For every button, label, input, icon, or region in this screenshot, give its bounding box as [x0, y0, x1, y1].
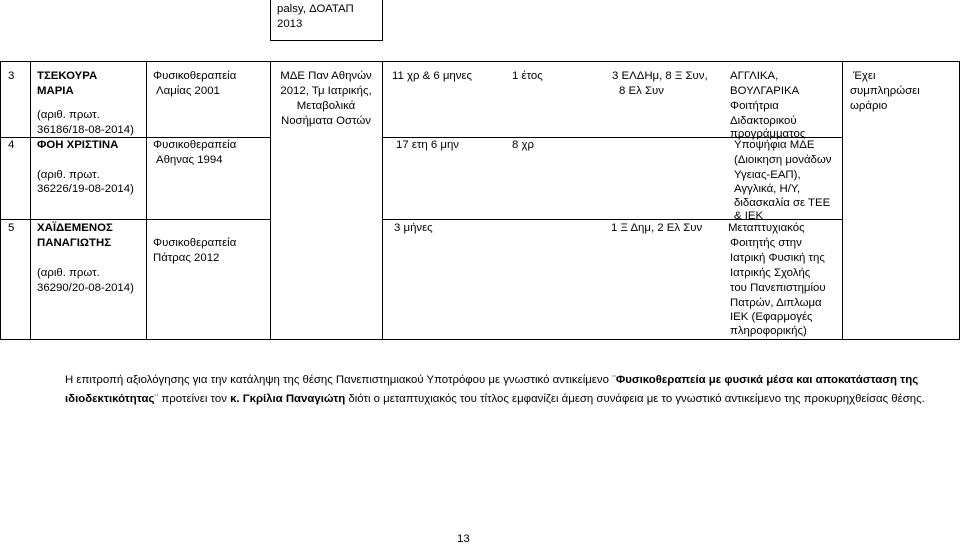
course-title: Φυσικοθεραπεία με φυσικά μέσα και αποκατάσταση της ιδιοδεκτικότητας — [65, 374, 919, 405]
page-number: 13 — [457, 533, 470, 545]
candidate-name: ΤΣΕΚΟΥΡΑ — [37, 70, 98, 82]
degree: Πάτρας 2012 — [153, 252, 220, 264]
qualification: ΙΕΚ (Εφαρμογές — [730, 311, 813, 323]
candidate-ref: (αριθ. πρωτ. — [37, 267, 100, 279]
qualification: (Διοικηση μονάδων — [734, 154, 832, 166]
qualification: & ΙΕΚ — [734, 210, 764, 222]
decision-text-3: διότι ο μεταπτυχιακός του τίτλος εμφανίζει άμεση συνάφεια με το γνωστικό αντικείμενο της προκυρηχθείσας θέσης. — [345, 393, 925, 405]
degree: Φυσικοθεραπεία — [153, 70, 237, 82]
degree: Αθηνας 1994 — [156, 154, 223, 166]
experience-c: 1 Ξ Δημ, 2 Ελ Συν — [611, 222, 703, 234]
exp-row2-bottom-border — [382, 219, 842, 220]
top-cell-line1: palsy, ΔΟΑΤΑΠ — [277, 3, 354, 15]
postgrad: 2012, Τμ Ιατρικής, — [280, 85, 372, 97]
table-bottom-border — [0, 339, 960, 340]
degree: Φυσικοθεραπεία — [153, 237, 237, 249]
qualification: πληροφορικής) — [730, 325, 807, 337]
degree: Λαμίας 2001 — [156, 85, 220, 97]
experience-c: 3 ΕΛΔΗμ, 8 Ξ Συν, — [612, 70, 708, 82]
decision-text-1: Η επιτροπή αξιολόγησης για την κατάληψη της θέσης Πανεπιστημιακού Υποτρόφου με γνωστικό αντικείμενο ¨ — [65, 374, 616, 386]
qualification: Μεταπτυχιακός — [728, 222, 805, 234]
qualification: Φοιτήτρια — [730, 100, 779, 112]
schedule-status: Έχει — [853, 70, 876, 82]
qualification: ΑΓΓΛΙΚΑ, — [730, 70, 779, 82]
candidate-ref: (αριθ. πρωτ. — [37, 169, 100, 181]
candidate-ref: 36186/18-08-2014) — [37, 124, 134, 136]
experience-b: 8 χρ — [512, 139, 534, 151]
candidate-name: ΜΑΡΙΑ — [37, 85, 74, 97]
col-border-2 — [146, 61, 147, 340]
qualification: Φοιτητής στην — [730, 237, 802, 249]
schedule-status: ωράριο — [850, 100, 888, 112]
postgrad: Νοσήματα Οστών — [281, 115, 371, 127]
postgrad: Μεταβολικά — [296, 100, 356, 112]
top-cell-left-border — [270, 0, 271, 40]
degree: Φυσικοθεραπεία — [153, 139, 237, 151]
experience-a: 11 χρ & 6 μηνες — [392, 70, 473, 82]
col-border-0 — [0, 61, 1, 340]
candidate-name: ΠΑΝΑΓΙΩΤΗΣ — [37, 237, 112, 249]
proposed-candidate: κ. Γκρίλια Παναγιώτη — [230, 393, 346, 405]
top-cell-right-border — [382, 0, 383, 40]
decision-paragraph — [65, 371, 925, 409]
experience-b: 1 έτος — [512, 70, 543, 82]
row-number: 3 — [8, 70, 15, 82]
top-cell-bottom-border — [270, 40, 383, 41]
qualification: Υποψήφια ΜΔΕ — [734, 139, 815, 151]
candidate-name: ΧΑΪΔΕΜΕΝΟΣ — [37, 222, 113, 234]
postgrad: ΜΔΕ Παν Αθηνών — [280, 70, 372, 82]
experience-a: 17 ετη 6 μην — [396, 139, 460, 151]
qualification: Ιατρική Φυσική της — [730, 252, 825, 264]
candidate-ref: 36290/20-08-2014) — [37, 282, 134, 294]
qualification: Διδακτορικού — [730, 115, 797, 127]
qualification: Ιατρικής Σχολής — [730, 267, 811, 279]
decision-text-2: ¨ προτείνει τον — [154, 393, 231, 405]
col-border-4 — [382, 61, 383, 340]
qualification: ΒΟΥΛΓΑΡΙΚΑ — [730, 85, 800, 97]
qualification: προγράμματος — [730, 128, 806, 140]
candidate-ref: 36226/19-08-2014) — [37, 183, 134, 195]
qualification: του Πανεπιστημίου — [730, 282, 826, 294]
row-number: 4 — [8, 139, 15, 151]
col-border-1 — [30, 61, 31, 340]
row-number: 5 — [8, 222, 15, 234]
experience-a: 3 μήνες — [394, 222, 433, 234]
qualification: διδασκαλία σε ΤΕΕ — [734, 197, 831, 209]
qualification: Αγγλικά, Η/Υ, — [734, 183, 801, 195]
col-border-5 — [842, 61, 843, 340]
row4-bottom-border — [0, 219, 270, 220]
top-cell-line2: 2013 — [277, 18, 303, 30]
qualification: Υγειας-ΕΑΠ), — [734, 169, 801, 181]
qualification: Πατρών, Διπλωμα — [730, 297, 822, 309]
schedule-status: συμπληρώσει — [850, 85, 920, 97]
candidate-name: ΦΟΗ ΧΡΙΣΤΙΝΑ — [37, 139, 119, 151]
candidate-ref: (αριθ. πρωτ. — [37, 109, 100, 121]
table-top-border — [0, 61, 960, 62]
experience-c: 8 Ελ Συν — [619, 85, 664, 97]
